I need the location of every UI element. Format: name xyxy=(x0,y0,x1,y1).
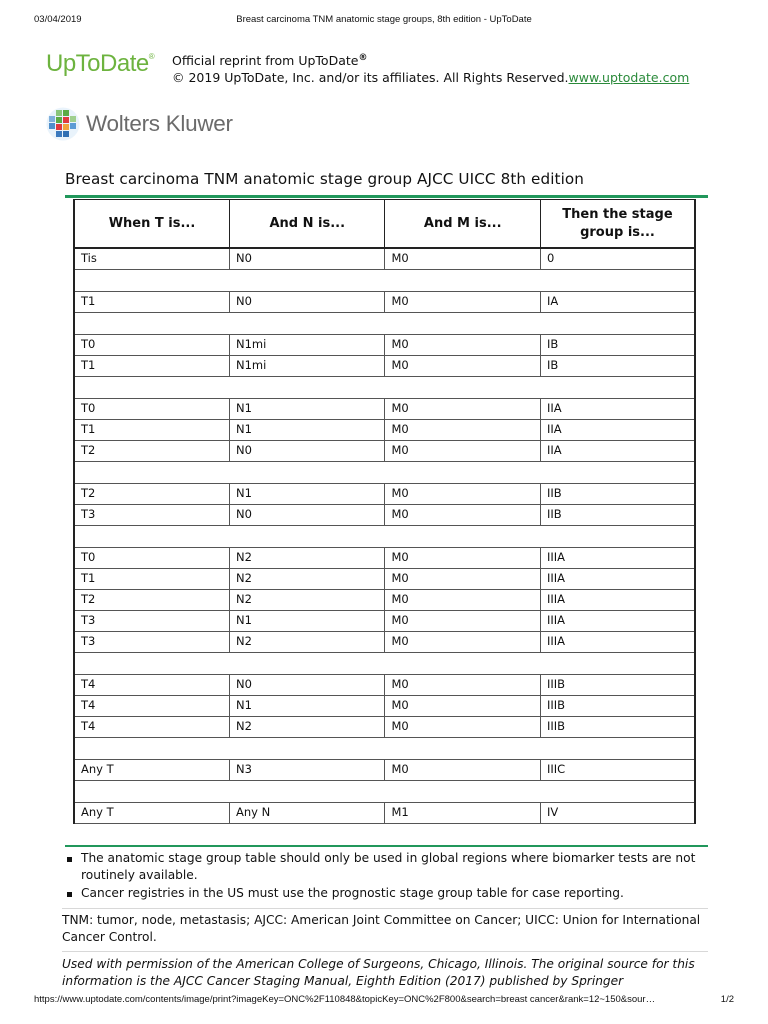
n-cell: N2 xyxy=(230,589,385,610)
page-number: 1/2 xyxy=(720,994,734,1005)
stage-cell: IB xyxy=(540,334,695,355)
table-row xyxy=(74,291,695,312)
t-cell: Any T xyxy=(74,802,230,823)
stage-cell: IV xyxy=(540,802,695,823)
title-divider xyxy=(65,195,708,198)
table-spacer-row xyxy=(74,737,695,759)
table-spacer-row xyxy=(74,461,695,483)
table-spacer-row xyxy=(74,652,695,674)
table-row xyxy=(74,547,695,568)
print-page-title: Breast carcinoma TNM anatomic stage groups, 8th edition - UpToDate xyxy=(236,14,532,25)
t-cell: T2 xyxy=(74,589,230,610)
t-cell: Any T xyxy=(74,759,230,780)
n-cell: N0 xyxy=(230,291,385,312)
copyright-text: © 2019 UpToDate, Inc. and/or its affiliates. All Rights Reserved. xyxy=(172,70,569,86)
print-footer xyxy=(0,994,768,1008)
table-row xyxy=(74,248,695,269)
m-cell: M0 xyxy=(385,291,540,312)
n-cell: N2 xyxy=(230,631,385,652)
table-spacer-row xyxy=(74,376,695,398)
t-cell: T0 xyxy=(74,547,230,568)
publisher-name: Wolters Kluwer xyxy=(86,111,233,136)
n-cell: N2 xyxy=(230,568,385,589)
divider xyxy=(62,951,708,952)
reprint-notice xyxy=(172,50,689,86)
m-cell: M0 xyxy=(385,334,540,355)
note-item: Cancer registries in the US must use the prognostic stage group table for case reporting. xyxy=(62,885,702,902)
stage-cell: IIIB xyxy=(540,716,695,737)
notes-list xyxy=(62,850,702,903)
table-row xyxy=(74,695,695,716)
t-cell: T4 xyxy=(74,716,230,737)
stage-cell: IIIA xyxy=(540,631,695,652)
wolters-kluwer-logo xyxy=(46,106,233,142)
n-cell: N3 xyxy=(230,759,385,780)
m-cell: M0 xyxy=(385,589,540,610)
n-cell: N1 xyxy=(230,695,385,716)
m-cell: M0 xyxy=(385,610,540,631)
spacer-cell xyxy=(74,780,695,802)
n-cell: N1 xyxy=(230,419,385,440)
spacer-cell xyxy=(74,461,695,483)
stage-cell: IIB xyxy=(540,483,695,504)
n-cell: N0 xyxy=(230,440,385,461)
print-header xyxy=(0,14,768,30)
reprint-registered-mark: ® xyxy=(358,53,368,63)
stage-cell: IIIB xyxy=(540,674,695,695)
table-header-row xyxy=(74,200,695,249)
t-cell: T1 xyxy=(74,291,230,312)
m-cell: M0 xyxy=(385,547,540,568)
m-cell: M0 xyxy=(385,419,540,440)
table-row xyxy=(74,802,695,823)
m-cell: M0 xyxy=(385,674,540,695)
t-cell: T0 xyxy=(74,398,230,419)
n-cell: N2 xyxy=(230,716,385,737)
page-title: Breast carcinoma TNM anatomic stage group AJCC UICC 8th edition xyxy=(65,170,585,188)
n-cell: N1mi xyxy=(230,334,385,355)
spacer-cell xyxy=(74,269,695,291)
stage-cell: IIB xyxy=(540,504,695,525)
wolters-kluwer-logo-icon xyxy=(46,107,80,141)
m-cell: M0 xyxy=(385,695,540,716)
stage-cell: IIA xyxy=(540,440,695,461)
table-row xyxy=(74,759,695,780)
note-item: The anatomic stage group table should only be used in global regions where biomarker tests are not routinely available. xyxy=(62,850,702,884)
column-header-t: When T is... xyxy=(74,200,230,249)
table-spacer-row xyxy=(74,269,695,291)
n-cell: N0 xyxy=(230,504,385,525)
m-cell: M0 xyxy=(385,355,540,376)
table-spacer-row xyxy=(74,525,695,547)
permission-text: Used with permission of the American College of Surgeons, Chicago, Illinois. The original source for this information is the AJCC Cancer Staging Manual, Eighth Edition (2017) published by Springer xyxy=(62,957,695,988)
t-cell: T3 xyxy=(74,610,230,631)
stage-cell: 0 xyxy=(540,248,695,269)
stage-cell: IIIB xyxy=(540,695,695,716)
brand-name: UpToDate xyxy=(46,50,149,77)
t-cell: T4 xyxy=(74,674,230,695)
abbreviations-text: TNM: tumor, node, metastasis; AJCC: American Joint Committee on Cancer; UICC: Union for International Cancer Control. xyxy=(62,913,701,944)
t-cell: T0 xyxy=(74,334,230,355)
stage-cell: IIIA xyxy=(540,589,695,610)
t-cell: Tis xyxy=(74,248,230,269)
uptodate-logo[interactable] xyxy=(46,50,154,78)
t-cell: T2 xyxy=(74,440,230,461)
m-cell: M0 xyxy=(385,440,540,461)
m-cell: M0 xyxy=(385,398,540,419)
n-cell: N0 xyxy=(230,248,385,269)
m-cell: M0 xyxy=(385,631,540,652)
m-cell: M0 xyxy=(385,248,540,269)
table-body xyxy=(74,248,695,823)
table-row xyxy=(74,589,695,610)
spacer-cell xyxy=(74,376,695,398)
stage-cell: IIIA xyxy=(540,610,695,631)
t-cell: T1 xyxy=(74,419,230,440)
stage-table xyxy=(73,199,696,824)
column-header-n: And N is... xyxy=(230,200,385,249)
t-cell: T2 xyxy=(74,483,230,504)
t-cell: T4 xyxy=(74,695,230,716)
table-row xyxy=(74,334,695,355)
spacer-cell xyxy=(74,525,695,547)
stage-cell: IIA xyxy=(540,398,695,419)
table-row xyxy=(74,440,695,461)
stage-cell: IIIC xyxy=(540,759,695,780)
uptodate-link[interactable]: www.uptodate.com xyxy=(568,70,690,86)
table-row xyxy=(74,398,695,419)
n-cell: N0 xyxy=(230,674,385,695)
table-bottom-divider xyxy=(65,845,708,847)
n-cell: N1 xyxy=(230,483,385,504)
table-row xyxy=(74,355,695,376)
table-row xyxy=(74,568,695,589)
n-cell: N2 xyxy=(230,547,385,568)
m-cell: M0 xyxy=(385,716,540,737)
table-spacer-row xyxy=(74,780,695,802)
table-row xyxy=(74,610,695,631)
n-cell: N1 xyxy=(230,610,385,631)
brand-registered-mark: ® xyxy=(148,52,155,61)
stage-cell: IIA xyxy=(540,419,695,440)
spacer-cell xyxy=(74,312,695,334)
print-url: https://www.uptodate.com/contents/image/print?imageKey=ONC%2F110848&topicKey=ONC%2F800&search=breast cancer&rank=12~150&sour… xyxy=(34,994,656,1005)
t-cell: T3 xyxy=(74,504,230,525)
n-cell: N1 xyxy=(230,398,385,419)
table-row xyxy=(74,483,695,504)
column-header-stage: Then the stage group is... xyxy=(540,200,695,249)
reprint-line: Official reprint from UpToDate xyxy=(172,53,359,69)
print-date: 03/04/2019 xyxy=(34,14,82,25)
m-cell: M0 xyxy=(385,483,540,504)
table-row xyxy=(74,504,695,525)
t-cell: T3 xyxy=(74,631,230,652)
table-spacer-row xyxy=(74,312,695,334)
n-cell: N1mi xyxy=(230,355,385,376)
table-row xyxy=(74,419,695,440)
stage-cell: IB xyxy=(540,355,695,376)
m-cell: M0 xyxy=(385,568,540,589)
n-cell: Any N xyxy=(230,802,385,823)
stage-cell: IIIA xyxy=(540,568,695,589)
stage-cell: IA xyxy=(540,291,695,312)
table-row xyxy=(74,631,695,652)
divider xyxy=(62,908,708,909)
t-cell: T1 xyxy=(74,568,230,589)
table-row xyxy=(74,674,695,695)
spacer-cell xyxy=(74,737,695,759)
m-cell: M0 xyxy=(385,504,540,525)
stage-cell: IIIA xyxy=(540,547,695,568)
column-header-m: And M is... xyxy=(385,200,540,249)
table-row xyxy=(74,716,695,737)
m-cell: M1 xyxy=(385,802,540,823)
t-cell: T1 xyxy=(74,355,230,376)
m-cell: M0 xyxy=(385,759,540,780)
spacer-cell xyxy=(74,652,695,674)
